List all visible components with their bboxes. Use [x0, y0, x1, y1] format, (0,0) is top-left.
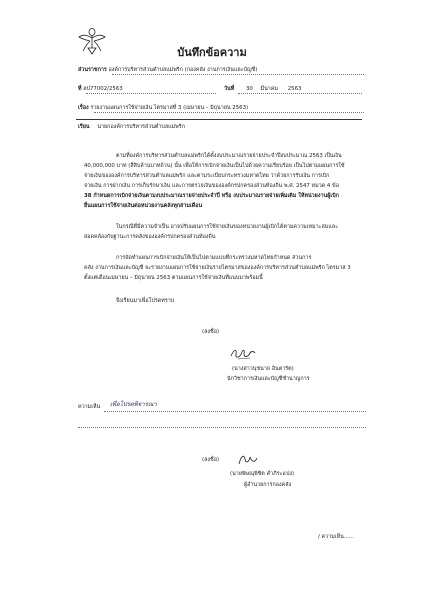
body-p3-line3: ตั้งแต่เดือนเมษายน – มิถุนายน 2563 ตามแผนการใช้จ่ายเงินที่แนบมาพร้อมนี้ — [84, 275, 263, 281]
body-p1-line4: จ่ายเงิน การฝากเงิน การเก็บรักษาเงิน และการตรวจเงินขององค์กรปกครองส่วนท้องถิ่น พ.ศ. 2547 หมวด 4 ข้อ — [84, 183, 339, 189]
subject-value: รายงานแผนการใช้จ่ายเงิน ไตรมาสที่ 3 (เมษายน – มิถุนายน 2563) — [90, 105, 249, 111]
body-p2-line2: สอดคล้องกับฐานะการคลังขององค์กรปกครองส่วนท้องถิ่น — [84, 234, 216, 240]
signature1-name: (นางสาวนุชนาถ อินตารัต) — [232, 366, 294, 372]
body-p1-line1: ตามที่องค์การบริหารส่วนตำบลแม่พริกได้ตั้งงบประมาณรายจ่ายประจำปีงบประมาณ 2563 เป็นเงิน — [116, 153, 342, 159]
body-p3-line1: การจัดทำแผนการเบิกจ่ายเงินให้เป็นไปตามแบบที่กระทรวงมหาดไทยกำหนด ส่วนการ — [116, 255, 312, 261]
date-label: วันที่ — [224, 86, 235, 92]
signature1-position: นักวิชาการเงินและบัญชีชำนาญการ — [227, 376, 310, 382]
continuation-note: / ความเห็น...... — [318, 534, 355, 540]
opinion-label: ความเห็น — [78, 404, 101, 410]
signature2-name: (นายพิษณุพิชิต คำภิระแปง) — [230, 471, 295, 477]
signature2-handwritten-icon — [236, 452, 260, 468]
opinion-handwritten: เพื่อโปรดพิจารณา — [110, 401, 157, 408]
agency-label: ส่วนราชการ — [78, 67, 107, 73]
agency-value: องค์การบริหารส่วนตำบลแม่พริก (กองคลัง งานการเงินและบัญชี) — [108, 67, 258, 73]
memo-title: บันทึกข้อความ — [177, 46, 247, 59]
to-row — [78, 123, 185, 131]
to-label: เรียน — [78, 124, 90, 130]
date-year: 2563 — [287, 86, 302, 92]
body-p1-line6: ยื่นแผนการใช้จ่ายเงินต่อหน่วยงานคลังทุกสามเดือน — [84, 203, 203, 209]
subject-label: เรื่อง — [78, 105, 89, 111]
body-p3-line2: คลัง งานการเงินและบัญชี จะรายงานแผนการใช้จ่ายเงินรายไตรมาสขององค์การบริหารส่วนตำบลแม่พริก ไตรมาส 3 — [84, 265, 351, 271]
agency-dotted-line — [112, 74, 364, 75]
signature1-label: (ลงชื่อ) — [202, 329, 220, 335]
signature2-label: (ลงชื่อ) — [202, 457, 220, 463]
body-p2-line1: ในกรณีที่มีความจำเป็น อาจปรับแผนการใช้จ่ายเงินของหน่วยงานผู้เบิกได้ตามความเหมาะสมและ — [116, 224, 339, 230]
ref-value: ลป77002/2563 — [83, 86, 123, 92]
date-day: 30 — [245, 86, 253, 92]
date-dotted-line — [238, 93, 362, 94]
header-divider — [76, 119, 362, 120]
subject-dotted-line — [94, 112, 364, 113]
closing-line: จึงเรียนมาเพื่อโปรดทราบ — [116, 298, 175, 304]
body-p1-line5: 38 กำหนดการเบิกจ่ายเงินตามงบประมาณรายจ่ายประจำปี หรือ งบประมาณรายจ่ายเพิ่มเติม ให้หน่วยงานผู้เบิก — [84, 193, 339, 199]
ref-dotted-line — [86, 93, 216, 94]
body-p1-line3: จ่ายเงินขององค์การบริหารส่วนตำบลแม่พริก และตามระเบียบกระทรวงมหาดไทย ว่าด้วยการรับเงิน การเบิก — [84, 173, 330, 179]
signature2-position: ผู้อำนวยการกองคลัง — [244, 482, 292, 488]
ref-label: ที่ — [78, 86, 82, 92]
signature1-handwritten-icon — [228, 346, 258, 362]
to-value: นายกองค์การบริหารส่วนตำบลแม่พริก — [97, 124, 185, 130]
opinion-dotted-line-2 — [78, 427, 366, 428]
date-month: มีนาคม — [260, 86, 278, 92]
opinion-dotted-line-1 — [104, 411, 366, 412]
body-p1-line2: 40,000,000 บาท (สี่สิบล้านบาทถ้วน) นั้น เพื่อให้การเบิกจ่ายเงินเป็นไปด้วยความเรียบร้อย เป็นไปตามแผนการใช้ — [84, 163, 345, 169]
